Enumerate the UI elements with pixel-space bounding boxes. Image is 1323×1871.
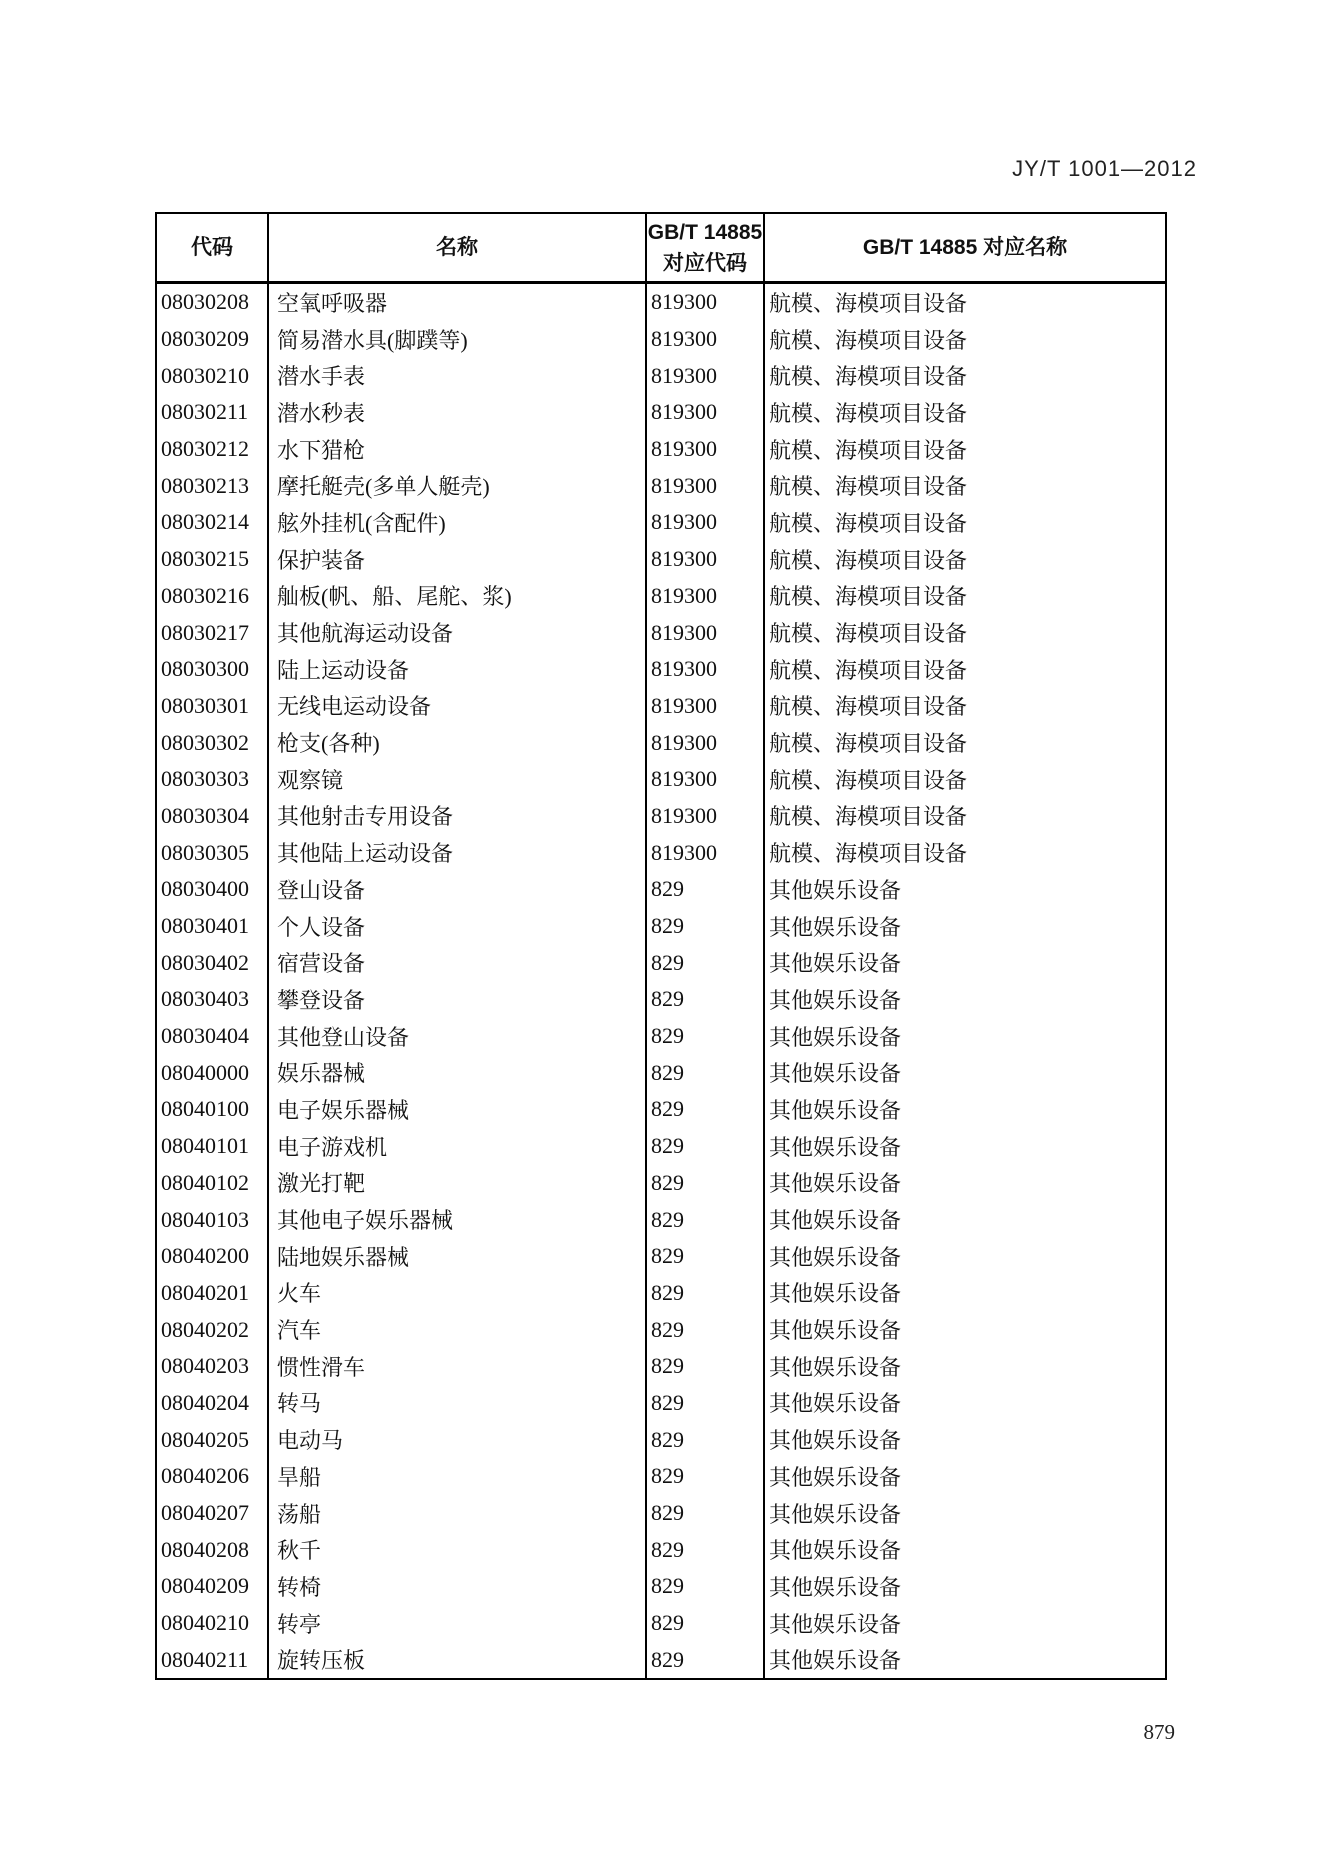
table-row <box>156 1165 1166 1202</box>
table-row <box>156 614 1166 651</box>
cell-code: 08030213 <box>161 472 249 498</box>
cell-name: 个人设备 <box>268 908 646 945</box>
cell-code: 08030401 <box>161 913 249 939</box>
cell-gbt-code: 829 <box>646 1128 764 1165</box>
cell-code: 08040210 <box>161 1610 249 1636</box>
cell-name: 潜水手表 <box>268 357 646 394</box>
cell-code: 08030209 <box>161 326 249 352</box>
cell-name: 转马 <box>268 1385 646 1422</box>
cell-gbt-name: 其他娱乐设备 <box>764 981 1166 1018</box>
table-row <box>156 1054 1166 1091</box>
table-row <box>156 798 1166 835</box>
table-row <box>156 1641 1166 1679</box>
table-row <box>156 908 1166 945</box>
table-row <box>156 761 1166 798</box>
table-row <box>156 394 1166 431</box>
cell-gbt-name: 航模、海模项目设备 <box>764 357 1166 394</box>
cell-name: 其他登山设备 <box>268 1018 646 1055</box>
cell-name: 汽车 <box>268 1311 646 1348</box>
table-row <box>156 467 1166 504</box>
cell-gbt-code: 829 <box>646 1531 764 1568</box>
cell-gbt-code: 819300 <box>646 431 764 468</box>
cell-code: 08030211 <box>161 399 249 425</box>
table-row <box>156 1238 1166 1275</box>
header-code: 代码 <box>156 213 268 283</box>
header-gbt-name: GB/T 14885 对应名称 <box>764 213 1166 283</box>
cell-name: 空氧呼吸器 <box>268 283 646 321</box>
table-row <box>156 981 1166 1018</box>
cell-gbt-code: 819300 <box>646 761 764 798</box>
cell-gbt-code: 829 <box>646 1018 764 1055</box>
table-row <box>156 871 1166 908</box>
cell-name: 火车 <box>268 1275 646 1312</box>
cell-gbt-name: 航模、海模项目设备 <box>764 614 1166 651</box>
cell-gbt-code: 829 <box>646 1275 764 1312</box>
cell-code: 08030300 <box>161 656 249 682</box>
table-row <box>156 321 1166 358</box>
cell-name: 旋转压板 <box>268 1641 646 1679</box>
cell-code: 08040200 <box>161 1243 249 1269</box>
cell-gbt-code: 829 <box>646 981 764 1018</box>
cell-gbt-code: 819300 <box>646 651 764 688</box>
cell-code: 08030208 <box>161 289 249 315</box>
cell-gbt-code: 819300 <box>646 541 764 578</box>
cell-name: 登山设备 <box>268 871 646 908</box>
cell-gbt-name: 航模、海模项目设备 <box>764 431 1166 468</box>
cell-name: 其他航海运动设备 <box>268 614 646 651</box>
cell-code: 08030214 <box>161 509 249 535</box>
header-gbt-code-line1: GB/T 14885 <box>647 220 763 244</box>
table-row <box>156 1018 1166 1055</box>
cell-name: 陆地娱乐器械 <box>268 1238 646 1275</box>
cell-gbt-name: 其他娱乐设备 <box>764 1458 1166 1495</box>
cell-gbt-code: 829 <box>646 1421 764 1458</box>
cell-gbt-code: 829 <box>646 1641 764 1679</box>
table-row <box>156 1421 1166 1458</box>
cell-code: 08040204 <box>161 1389 249 1415</box>
cell-code: 08040209 <box>161 1573 249 1599</box>
cell-gbt-name: 航模、海模项目设备 <box>764 578 1166 615</box>
cell-code: 08030402 <box>161 949 249 975</box>
table-row <box>156 651 1166 688</box>
cell-code: 08030303 <box>161 766 249 792</box>
cell-gbt-name: 其他娱乐设备 <box>764 908 1166 945</box>
cell-gbt-name: 航模、海模项目设备 <box>764 321 1166 358</box>
cell-gbt-name: 其他娱乐设备 <box>764 1605 1166 1642</box>
cell-name: 娱乐器械 <box>268 1054 646 1091</box>
table-row <box>156 578 1166 615</box>
cell-gbt-name: 其他娱乐设备 <box>764 1348 1166 1385</box>
cell-gbt-name: 其他娱乐设备 <box>764 1421 1166 1458</box>
cell-name: 观察镜 <box>268 761 646 798</box>
cell-gbt-name: 其他娱乐设备 <box>764 1311 1166 1348</box>
cell-code: 08030212 <box>161 436 249 462</box>
cell-code: 08030305 <box>161 839 249 865</box>
cell-gbt-name: 其他娱乐设备 <box>764 944 1166 981</box>
cell-gbt-name: 其他娱乐设备 <box>764 1641 1166 1679</box>
cell-gbt-code: 819300 <box>646 688 764 725</box>
cell-code: 08030217 <box>161 619 249 645</box>
table-body <box>156 283 1166 1680</box>
cell-name: 电动马 <box>268 1421 646 1458</box>
cell-gbt-code: 819300 <box>646 357 764 394</box>
cell-gbt-code: 829 <box>646 1495 764 1532</box>
cell-code: 08030301 <box>161 692 249 718</box>
cell-name: 舷外挂机(含配件) <box>268 504 646 541</box>
cell-name: 转椅 <box>268 1568 646 1605</box>
cell-gbt-code: 829 <box>646 1201 764 1238</box>
cell-gbt-code: 829 <box>646 1348 764 1385</box>
cell-name: 无线电运动设备 <box>268 688 646 725</box>
cell-gbt-code: 829 <box>646 908 764 945</box>
cell-name: 其他陆上运动设备 <box>268 834 646 871</box>
table-row <box>156 1348 1166 1385</box>
header-name: 名称 <box>268 213 646 283</box>
cell-gbt-name: 航模、海模项目设备 <box>764 467 1166 504</box>
doc-number: JY/T 1001—2012 <box>1012 156 1197 181</box>
cell-name: 水下猎枪 <box>268 431 646 468</box>
cell-gbt-code: 819300 <box>646 504 764 541</box>
cell-gbt-name: 其他娱乐设备 <box>764 1054 1166 1091</box>
cell-code: 08040103 <box>161 1206 249 1232</box>
table-row <box>156 688 1166 725</box>
cell-gbt-name: 航模、海模项目设备 <box>764 724 1166 761</box>
cell-gbt-name: 航模、海模项目设备 <box>764 283 1166 321</box>
cell-gbt-code: 819300 <box>646 798 764 835</box>
cell-gbt-name: 其他娱乐设备 <box>764 1568 1166 1605</box>
cell-name: 简易潜水具(脚蹼等) <box>268 321 646 358</box>
cell-name: 宿营设备 <box>268 944 646 981</box>
table-row <box>156 1128 1166 1165</box>
table-row <box>156 1605 1166 1642</box>
table-row <box>156 541 1166 578</box>
cell-name: 电子娱乐器械 <box>268 1091 646 1128</box>
cell-code: 08040203 <box>161 1353 249 1379</box>
cell-gbt-name: 其他娱乐设备 <box>764 1385 1166 1422</box>
cell-gbt-name: 其他娱乐设备 <box>764 1201 1166 1238</box>
header-gbt-code-line2: 对应代码 <box>663 251 747 275</box>
cell-code: 08030400 <box>161 876 249 902</box>
cell-code: 08030216 <box>161 582 249 608</box>
table-row <box>156 1311 1166 1348</box>
cell-gbt-code: 819300 <box>646 834 764 871</box>
cell-name: 舢板(帆、船、尾舵、浆) <box>268 578 646 615</box>
cell-gbt-code: 829 <box>646 1458 764 1495</box>
cell-code: 08030404 <box>161 1023 249 1049</box>
cell-name: 保护装备 <box>268 541 646 578</box>
code-table <box>155 212 1167 1680</box>
cell-gbt-name: 航模、海模项目设备 <box>764 504 1166 541</box>
cell-name: 枪支(各种) <box>268 724 646 761</box>
cell-gbt-code: 819300 <box>646 614 764 651</box>
table-row <box>156 504 1166 541</box>
cell-gbt-code: 829 <box>646 1605 764 1642</box>
cell-name: 陆上运动设备 <box>268 651 646 688</box>
table-row <box>156 1201 1166 1238</box>
cell-code: 08030304 <box>161 802 249 828</box>
table-row <box>156 1495 1166 1532</box>
table-row <box>156 724 1166 761</box>
cell-gbt-name: 其他娱乐设备 <box>764 1495 1166 1532</box>
cell-code: 08030403 <box>161 986 249 1012</box>
cell-name: 潜水秒表 <box>268 394 646 431</box>
table-row <box>156 283 1166 321</box>
cell-gbt-code: 819300 <box>646 321 764 358</box>
cell-name: 电子游戏机 <box>268 1128 646 1165</box>
cell-gbt-code: 829 <box>646 1568 764 1605</box>
cell-gbt-code: 829 <box>646 1054 764 1091</box>
table-row <box>156 944 1166 981</box>
cell-gbt-code: 829 <box>646 871 764 908</box>
cell-name: 激光打靶 <box>268 1165 646 1202</box>
cell-gbt-name: 其他娱乐设备 <box>764 1091 1166 1128</box>
cell-name: 其他射击专用设备 <box>268 798 646 835</box>
cell-gbt-name: 航模、海模项目设备 <box>764 761 1166 798</box>
cell-code: 08040201 <box>161 1279 249 1305</box>
cell-code: 08040205 <box>161 1426 249 1452</box>
table-row <box>156 1531 1166 1568</box>
cell-code: 08040100 <box>161 1096 249 1122</box>
cell-gbt-code: 819300 <box>646 394 764 431</box>
cell-gbt-name: 其他娱乐设备 <box>764 1018 1166 1055</box>
cell-name: 攀登设备 <box>268 981 646 1018</box>
cell-gbt-name: 其他娱乐设备 <box>764 1165 1166 1202</box>
cell-code: 08040202 <box>161 1316 249 1342</box>
table-row <box>156 1385 1166 1422</box>
cell-gbt-code: 829 <box>646 944 764 981</box>
header-gbt-code <box>646 213 764 283</box>
cell-name: 摩托艇壳(多单人艇壳) <box>268 467 646 504</box>
cell-gbt-name: 航模、海模项目设备 <box>764 651 1166 688</box>
cell-name: 惯性滑车 <box>268 1348 646 1385</box>
cell-gbt-name: 其他娱乐设备 <box>764 1275 1166 1312</box>
table-row <box>156 1091 1166 1128</box>
cell-code: 08040000 <box>161 1059 249 1085</box>
cell-code: 08040208 <box>161 1536 249 1562</box>
cell-gbt-code: 819300 <box>646 724 764 761</box>
cell-code: 08040206 <box>161 1463 249 1489</box>
cell-gbt-name: 其他娱乐设备 <box>764 1531 1166 1568</box>
cell-name: 荡船 <box>268 1495 646 1532</box>
table-row <box>156 357 1166 394</box>
cell-gbt-name: 航模、海模项目设备 <box>764 798 1166 835</box>
table-row <box>156 431 1166 468</box>
cell-gbt-name: 其他娱乐设备 <box>764 1128 1166 1165</box>
cell-gbt-code: 829 <box>646 1311 764 1348</box>
cell-name: 转亭 <box>268 1605 646 1642</box>
table-row <box>156 834 1166 871</box>
cell-code: 08040207 <box>161 1500 249 1526</box>
cell-gbt-code: 829 <box>646 1238 764 1275</box>
table-row <box>156 1568 1166 1605</box>
cell-code: 08030302 <box>161 729 249 755</box>
header-row <box>156 213 1166 283</box>
cell-gbt-code: 819300 <box>646 578 764 615</box>
cell-gbt-name: 航模、海模项目设备 <box>764 541 1166 578</box>
cell-code: 08030215 <box>161 546 249 572</box>
cell-name: 秋千 <box>268 1531 646 1568</box>
table-row <box>156 1458 1166 1495</box>
cell-gbt-code: 829 <box>646 1091 764 1128</box>
cell-gbt-name: 航模、海模项目设备 <box>764 688 1166 725</box>
cell-code: 08040102 <box>161 1169 249 1195</box>
cell-code: 08030210 <box>161 362 249 388</box>
cell-code: 08040211 <box>161 1646 249 1672</box>
cell-gbt-code: 819300 <box>646 283 764 321</box>
cell-gbt-name: 航模、海模项目设备 <box>764 394 1166 431</box>
cell-gbt-name: 其他娱乐设备 <box>764 871 1166 908</box>
cell-gbt-name: 航模、海模项目设备 <box>764 834 1166 871</box>
cell-gbt-name: 其他娱乐设备 <box>764 1238 1166 1275</box>
table-row <box>156 1275 1166 1312</box>
cell-name: 旱船 <box>268 1458 646 1495</box>
cell-name: 其他电子娱乐器械 <box>268 1201 646 1238</box>
cell-gbt-code: 819300 <box>646 467 764 504</box>
cell-gbt-code: 829 <box>646 1385 764 1422</box>
cell-code: 08040101 <box>161 1133 249 1159</box>
page-number: 879 <box>1143 1720 1175 1744</box>
cell-gbt-code: 829 <box>646 1165 764 1202</box>
